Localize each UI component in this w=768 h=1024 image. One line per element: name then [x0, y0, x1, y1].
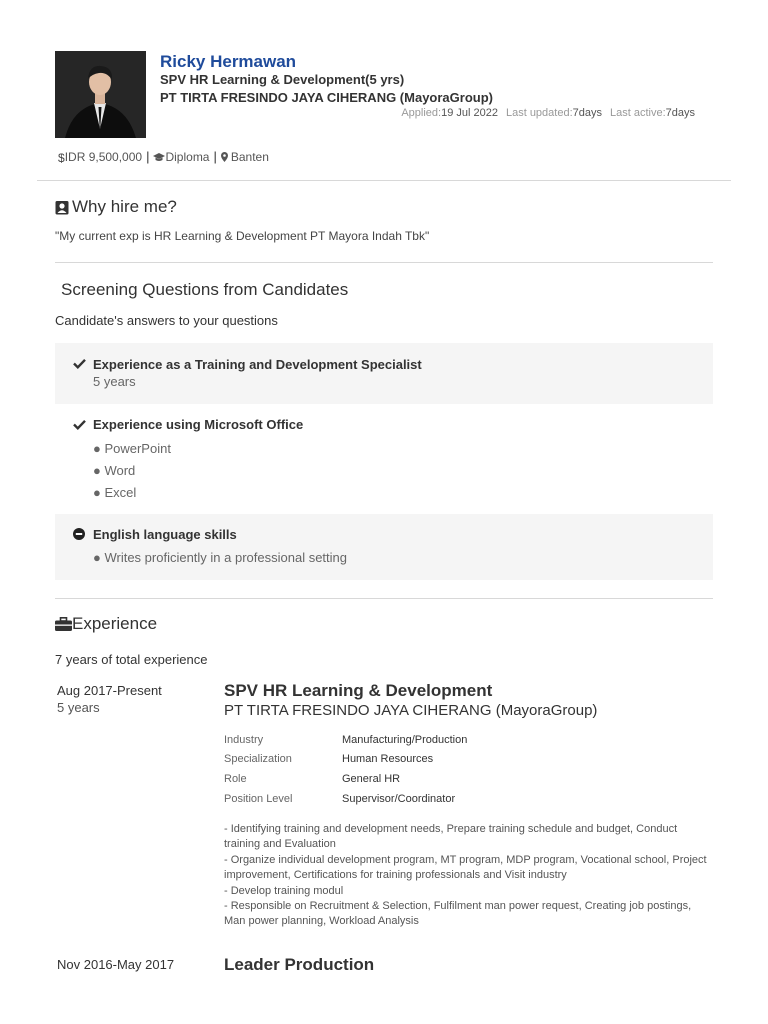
screening-title: Screening Questions from Candidates: [61, 280, 349, 299]
screening-question: [55, 514, 713, 580]
active-value: 7days: [665, 107, 695, 119]
why-divider: [55, 262, 713, 263]
candidate-company: PT TIRTA FRESINDO JAYA CIHERANG (MayoraGroup): [160, 90, 493, 105]
question-answer: ● PowerPoint: [93, 441, 171, 456]
question-answer: 5 years: [93, 374, 136, 389]
job-company: PT TIRTA FRESINDO JAYA CIHERANG (MayoraGroup): [224, 702, 598, 719]
job-title: SPV HR Learning & Development: [224, 681, 493, 700]
job-detail-key: Role: [224, 773, 247, 785]
job-description: [224, 822, 714, 930]
applied-value: 19 Jul 2022: [441, 107, 498, 119]
why-hire-heading: [55, 197, 177, 217]
experience-title: Experience: [72, 614, 158, 633]
why-hire-quote: "My current exp is HR Learning & Development PT Mayora Indah Tbk": [55, 229, 430, 243]
job-detail-key: Position Level: [224, 793, 293, 805]
job-detail-value: Manufacturing/Production: [342, 734, 468, 746]
why-hire-title: Why hire me?: [72, 197, 177, 216]
job-period: Nov 2016-May 2017: [57, 957, 175, 972]
total-experience: 7 years of total experience: [55, 652, 208, 667]
screening-question: [55, 404, 713, 514]
job-period: Aug 2017-Present: [57, 683, 162, 698]
job-detail-key: Specialization: [224, 753, 292, 765]
updated-label: Last updated:: [505, 107, 573, 119]
applied-label: Applied:: [401, 107, 442, 119]
expected-salary: IDR 9,500,000: [64, 149, 143, 164]
description-line: - Identifying training and development needs, Prepare training schedule and budget, Conduct training and Evaluation: [224, 823, 678, 851]
experience-heading: [55, 614, 157, 634]
screening-divider: [55, 598, 713, 599]
screening-subtitle: Candidate's answers to your questions: [55, 313, 278, 328]
location-pin-icon: [221, 150, 228, 164]
candidate-photo: [55, 51, 146, 138]
candidate-meta: [58, 148, 269, 165]
description-line: - Responsible on Recruitment & Selection, Fulfilment man power request, Creating job postings, Man power planning, Workload Analysis: [224, 900, 692, 928]
check-icon: [73, 356, 86, 374]
question-answer: ● Word: [93, 463, 136, 478]
minus-circle-icon: [73, 527, 85, 545]
user-card-icon: [55, 200, 69, 215]
education-level: Diploma: [165, 149, 210, 164]
description-line: - Organize individual development program, MT program, MDP program, Vocational school, Project improvement, Certifications for training professionals and Visit industry: [224, 853, 707, 882]
updated-value: 7days: [572, 107, 602, 119]
dollar-icon: $: [58, 151, 65, 165]
meta-separator: |: [213, 149, 217, 164]
briefcase-icon: [55, 617, 72, 631]
job-title: Leader Production: [224, 955, 375, 974]
job-detail-value: Supervisor/Coordinator: [342, 793, 456, 805]
candidate-headline: SPV HR Learning & Development(5 yrs): [160, 72, 405, 87]
job-detail-value: General HR: [342, 773, 401, 785]
question-title: Experience using Microsoft Office: [93, 417, 304, 432]
job-detail-key: Industry: [224, 734, 264, 746]
question-title: English language skills: [93, 527, 237, 542]
candidate-name[interactable]: Ricky Hermawan: [160, 52, 297, 71]
active-label: Last active:: [610, 107, 666, 119]
header-divider: [37, 180, 731, 181]
candidate-location: Banten: [230, 149, 269, 164]
question-title: Experience as a Training and Development Specialist: [93, 357, 422, 372]
activity-info: [401, 107, 695, 119]
job-detail-value: Human Resources: [342, 753, 434, 765]
description-line: - Develop training modul: [224, 884, 344, 897]
graduation-cap-icon: [153, 150, 165, 164]
question-answer: ● Excel: [93, 485, 137, 500]
meta-separator: |: [146, 149, 150, 164]
screening-question: [55, 343, 713, 404]
check-icon: [73, 417, 86, 435]
question-answer: ● Writes proficiently in a professional setting: [93, 550, 348, 565]
job-duration: 5 years: [57, 700, 100, 715]
